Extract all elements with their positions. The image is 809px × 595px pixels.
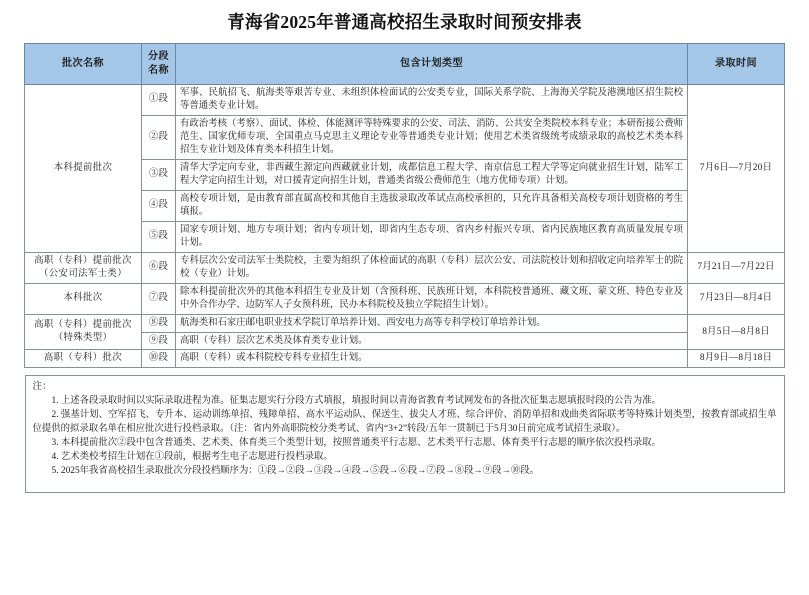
- table-body: [25, 85, 785, 368]
- table-row: [25, 350, 785, 368]
- page-title: 青海省2025年普通高校招生录取时间预安排表: [227, 12, 582, 32]
- cell-segment: ④段: [142, 190, 176, 221]
- cell-plan-types: 军事、民航招飞、航海类等艰苦专业、未组织体检面试的公安类专业，国际关系学院、上海海关学院及港澳地区招生院校等普通类专业计划。: [176, 85, 688, 116]
- table-row: [25, 252, 785, 283]
- cell-batch-name: [25, 283, 142, 314]
- cell-segment: ①段: [142, 85, 176, 116]
- note-item-5: 5. 2025年我省高校招生录取批次分段投档顺序为：①段→②段→③段→④段→⑤段→⑥段→⑦段→⑧段→⑨段→⑩段。: [51, 465, 540, 476]
- note-item-2: 2. 强基计划、空军招飞、专升本、运动训练单招、残障单招、高水平运动队、保送生、拔尖人才班、综合评价、消防单招和戏曲类省际联考等特殊计划类型，按教育部或招生单位提供的拟录取名单在相应批次进行投档录取。（注：省内外高职院校分类考试、省内“3+2”转段/五年一贯制已于5月30日前完成考试招生录取）。: [32, 410, 777, 435]
- cell-segment: ②段: [142, 115, 176, 159]
- cell-admission-time: 7月23日—8月4日: [688, 283, 785, 314]
- cell-plan-types: 高职（专科）或本科院校专科专业招生计划。: [176, 350, 688, 368]
- table-header-row: [25, 44, 785, 85]
- cell-admission-time: 7月21日—7月22日: [688, 252, 785, 283]
- cell-plan-types: 专科层次公安司法军士类院校，主要为组织了体检面试的高职（专科）层次公安、司法院校计划和招收定向培养军士的院校（专业）计划。: [176, 252, 688, 283]
- cell-segment: ⑦段: [142, 283, 176, 314]
- note-item-4: 4. 艺术类校考招生计划在①段前，根据考生电子志愿进行投档录取。: [51, 451, 333, 462]
- cell-plan-types: 航海类和石家庄邮电职业技术学院订单培养计划、西安电力高等专科学校订单培养计划。: [176, 314, 688, 332]
- column-header-batch: 批次名称: [25, 44, 142, 85]
- cell-plan-types: 高校专项计划，是由教育部直属高校和其他自主选拔录取改革试点高校承担的，只允许具备相关高校专项计划资格的考生填报。: [176, 190, 688, 221]
- batch-label: 高职（专科）提前批次: [34, 320, 132, 331]
- batch-sublabel: （公安司法军士类）: [39, 268, 127, 279]
- admission-schedule-table: [24, 43, 785, 368]
- note-item-1: 1. 上述各段录取时间以实际录取进程为准。征集志愿实行分段方式填报，填报时间以青海省教育考试网发布的各批次征集志愿填报时段的公告为准。: [51, 396, 661, 407]
- table-row: [25, 283, 785, 314]
- batch-sublabel: （特殊类型）: [53, 333, 113, 343]
- table-row: [25, 314, 785, 332]
- cell-plan-types: 有政治考核（考察）、面试、体检、体能测评等特殊要求的公安、司法、消防、公共安全类院校本科专业；本研衔接公费师范生、国家优师专项、全国重点马克思主义理论专业等普通类专业计划；使用艺术类省级统考成绩录取的高校艺术类本科招生专业计划及体育类本科招生计划。: [176, 115, 688, 159]
- cell-batch-name: [25, 252, 142, 283]
- cell-plan-types: 清华大学定向专业，非西藏生源定向西藏就业计划，成都信息工程大学、南京信息工程大学等定向就业招生计划，陆军工程大学定向招生计划，对口援青定向招生计划，普通类省级公费师范生（地方优师专项）计划。: [176, 159, 688, 190]
- cell-batch-name: [25, 350, 142, 368]
- batch-label: 本科批次: [63, 293, 103, 304]
- notes-heading: 注：: [32, 382, 52, 393]
- cell-batch-name: [25, 314, 142, 350]
- cell-segment: ⑤段: [142, 221, 176, 252]
- cell-batch-name: [25, 85, 142, 253]
- batch-label: 高职（专科）批次: [43, 353, 123, 364]
- batch-label: 高职（专科）提前批次: [34, 255, 132, 266]
- batch-label: 本科提前批次: [53, 162, 113, 173]
- cell-segment: ③段: [142, 159, 176, 190]
- notes-box: [25, 375, 785, 493]
- cell-admission-time: 8月5日—8月8日: [688, 314, 785, 350]
- cell-segment: ⑧段: [142, 314, 176, 332]
- column-header-plan: 包含计划类型: [176, 44, 688, 85]
- cell-segment: ⑥段: [142, 252, 176, 283]
- table-header: [25, 44, 785, 85]
- cell-plan-types: 国家专项计划、地方专项计划；省内专项计划，即省内生态专项、省内乡村振兴专项、省内民族地区教育高质量发展专项计划。: [176, 221, 688, 252]
- table-row: [25, 85, 785, 116]
- column-header-segment: 分段名称: [142, 44, 176, 85]
- cell-admission-time: 7月6日—7月20日: [688, 85, 785, 253]
- cell-segment: ⑨段: [142, 332, 176, 350]
- column-header-time: 录取时间: [688, 44, 785, 85]
- cell-plan-types: 高职（专科）层次艺术类及体育类专业计划。: [176, 332, 688, 350]
- cell-plan-types: 除本科提前批次外的其他本科招生专业及计划（含预科班、民族班计划，本科院校普通班、藏文班、蒙文班、特色专业及中外合作办学、边防军人子女预科班，民办本科院校及独立学院招生计划）。: [176, 283, 688, 314]
- note-item-3: 3. 本科提前批次②段中包含普通类、艺术类、体育类三个类型计划，按照普通类平行志愿、艺术类平行志愿、体育类平行志愿的顺序依次投档录取。: [51, 438, 661, 449]
- cell-segment: ⑩段: [142, 350, 176, 368]
- cell-admission-time: 8月9日—8月18日: [688, 350, 785, 368]
